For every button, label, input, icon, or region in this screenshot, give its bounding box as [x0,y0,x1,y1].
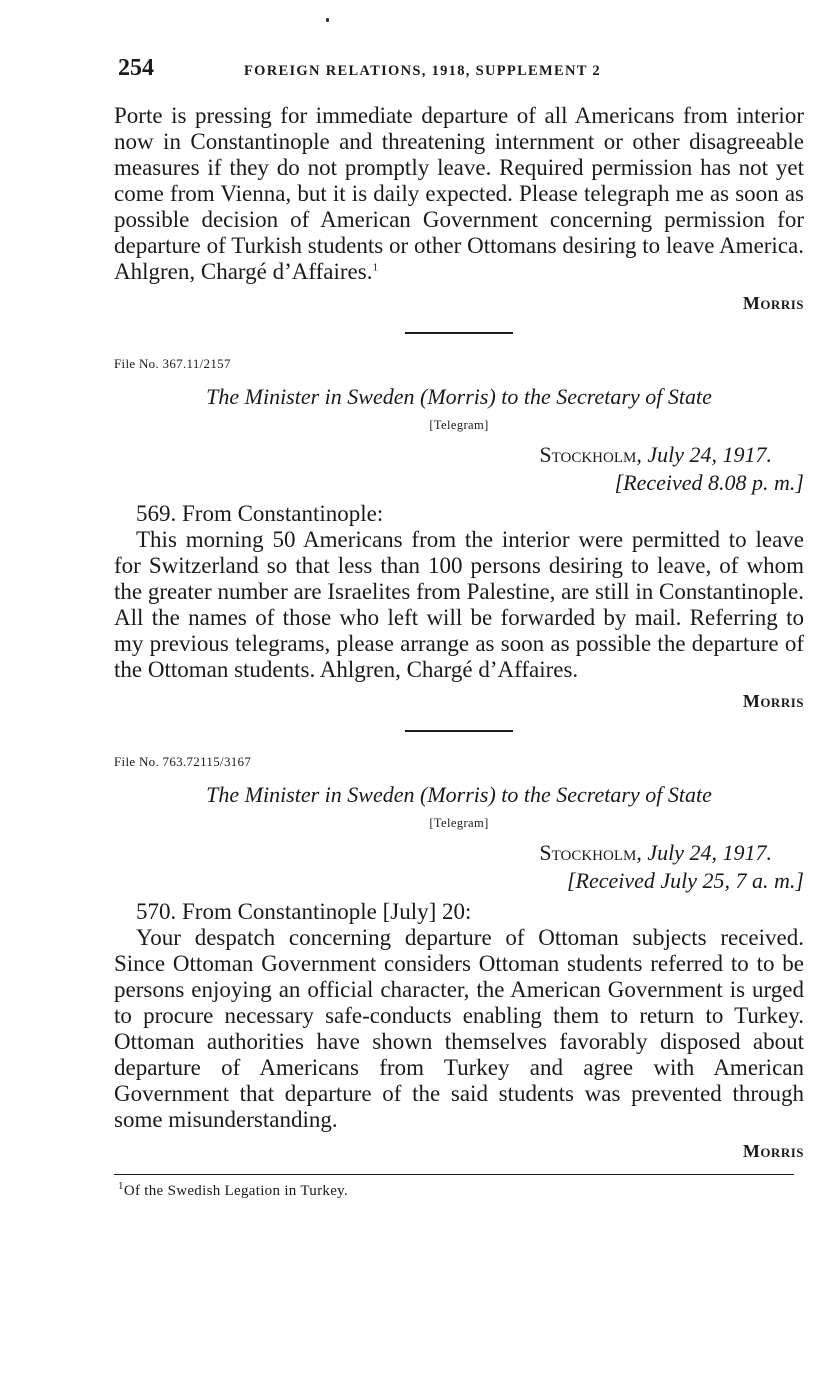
message-number: 570. From Constantinople [July] 20: [136,899,472,924]
section-divider [405,730,513,732]
footnote-text: Of the Swedish Legation in Turkey. [123,1183,349,1199]
received-line [114,469,804,497]
document-type: [Telegram] [429,816,489,830]
signature: Morris [742,1141,804,1161]
dateline [114,839,804,867]
continuation-text: Porte is pressing for immediate departure of all Americans from interior now in Constantinople and threatening internment or other disagreeable measures if they do not promptly leave. Required permission has not yet come from Vienna, but it is daily expected. Please telegraph me as soon as possible decision of American Government concerning permission for departure of Turkish students or other Ottomans desiring to leave America. Ahlgren, Chargé d’Affaires. [114,103,804,284]
signature: Morris [742,691,804,711]
signature: Morris [742,293,804,313]
document-569 [114,356,804,712]
message-body: Your despatch concerning departure of Ottoman subjects received. Since Ottoman Government considers Ottoman students referred to to be persons enjoying an official character, the American Government is urged to procure necessary safe-conducts enabling them to return to Turkey. Ottoman authorities have shown themselves favorably disposed about departure of Americans from Turkey and agree with American Government that departure of the said students was prevented through some misunderstanding. [114,925,804,1132]
heading-suffix: ) to the Secretary of State [488,384,712,409]
received-line [114,867,804,895]
running-title: FOREIGN RELATIONS, 1918, SUPPLEMENT 2 [244,63,601,79]
dateline-date: July 24, 1917. [647,442,772,467]
dateline-place: Stockholm, [539,442,642,467]
message-body: This morning 50 Americans from the interior were permitted to leave for Switzerland so that less than 100 persons desiring to leave, of whom the greater number are Israelites from Palestine, are still in Constantinople. All the names of those who left will be forwarded by mail. Referring to my previous telegrams, please arrange as soon as possible the departure of the Ottoman students. Ahlgren, Chargé d’Affaires. [114,527,804,682]
heading-prefix: The Minister in Sweden ( [206,782,428,807]
received-text: [Received July 25, 7 a. m.] [566,868,804,893]
continuation-paragraph [114,103,804,285]
footnote-marker: 1 [118,1180,124,1192]
heading-suffix: ) to the Secretary of State [488,782,712,807]
file-number: File No. 367.11/2157 [114,356,231,371]
document-heading [114,782,804,808]
footnote-reference: 1 [372,261,378,274]
heading-prefix: The Minister in Sweden ( [206,384,428,409]
message-number: 569. From Constantinople: [136,501,384,526]
heading-name: Morris [427,384,489,409]
page-number: 254 [118,55,154,81]
document-heading [114,384,804,410]
document-type: [Telegram] [429,418,489,432]
stray-ink-mark [326,18,329,22]
section-divider [405,332,513,334]
document-570 [114,754,804,1162]
heading-name: Morris [427,782,489,807]
footnote [114,1180,804,1200]
dateline-date: July 24, 1917. [647,840,772,865]
dateline-place: Stockholm, [539,840,642,865]
dateline [114,441,804,469]
received-text: [Received 8.08 p. m.] [614,470,804,495]
file-number: File No. 763.72115/3167 [114,754,252,769]
running-head [114,55,804,95]
document-page [114,55,804,1200]
footnote-rule [114,1174,794,1175]
